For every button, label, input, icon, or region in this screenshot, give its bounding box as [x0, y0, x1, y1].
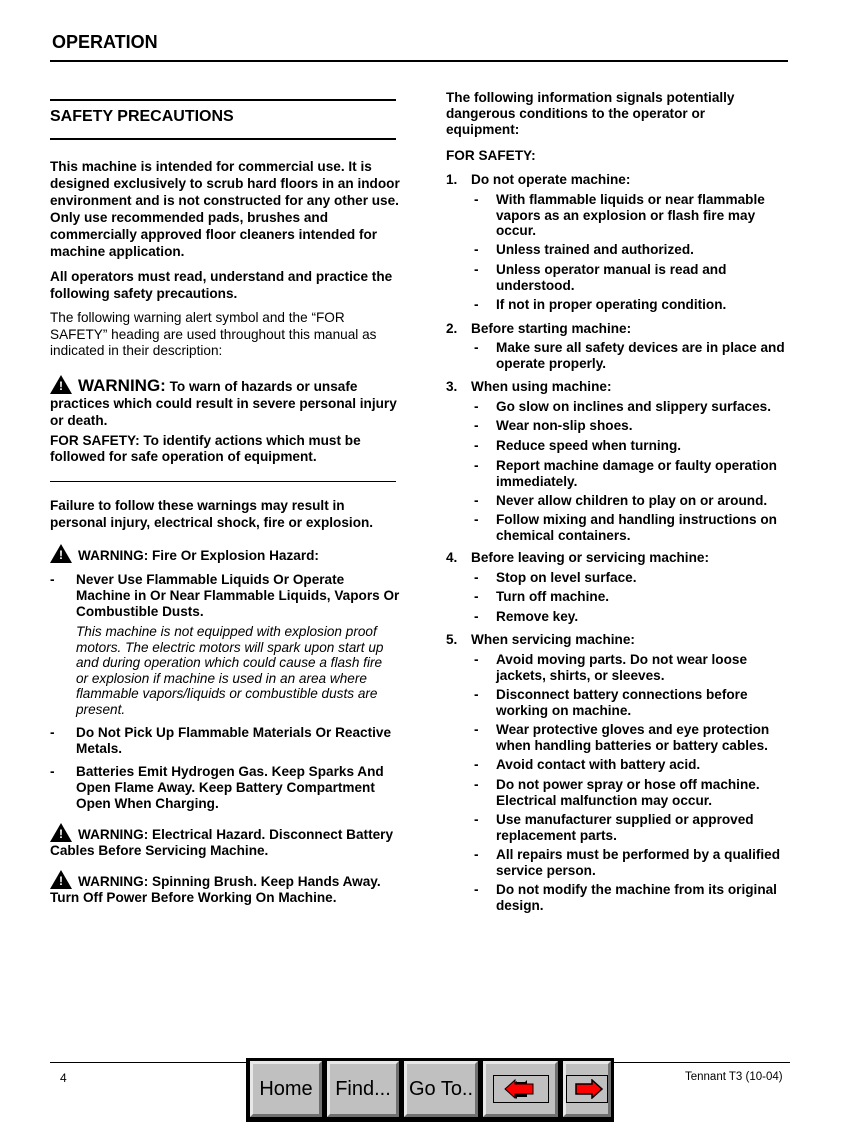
list-item: Reduce speed when turning. — [496, 438, 682, 453]
list-item: Wear non-slip shoes. — [496, 418, 633, 433]
dash-bullet: - — [474, 242, 479, 257]
arrow-right-icon — [570, 1079, 604, 1099]
list-item: Avoid moving parts. Do not wear loose jackets, shirts, or sleeves. — [496, 652, 748, 683]
warning-triangle-icon — [50, 544, 72, 563]
list-item: Turn off machine. — [496, 589, 610, 604]
failure-text: Failure to follow these warnings may result in personal injury, electrical shock, fire or explosion. — [50, 498, 374, 530]
list-item: Unless operator manual is read and understood. — [496, 262, 727, 293]
list-item-text: Do Not Pick Up Flammable Materials Or Reactive Metals. — [76, 725, 392, 756]
warning-triangle-icon — [50, 870, 72, 889]
section-header: OPERATION — [52, 32, 158, 52]
section-number: 2. — [446, 321, 458, 336]
dash-bullet: - — [474, 418, 479, 433]
list-item: Do not modify the machine from its original design. — [496, 882, 777, 913]
dash-bullet: - — [474, 297, 479, 312]
list-item: Follow mixing and handling instructions on chemical containers. — [496, 512, 777, 543]
dash-bullet: - — [474, 192, 479, 207]
dash-bullet: - — [474, 512, 479, 527]
dash-bullet: - — [474, 812, 479, 827]
dash-bullet: - — [474, 757, 479, 772]
section-title: When servicing machine: — [471, 632, 635, 647]
section-title: SAFETY PRECAUTIONS — [50, 108, 234, 125]
intro-text: This machine is intended for commercial use. It is designed exclusively to scrub hard floors in an indoor environment and is not constructed for any other use. Only use recommended pads, brushes and commercially approved floor cleaners intended for machine application. — [50, 159, 400, 259]
dash-bullet: - — [474, 847, 479, 862]
dash-bullet: - — [474, 493, 479, 508]
dash-bullet: - — [474, 570, 479, 585]
list-item: - Never Use Flammable Liquids Or Operate Machine in Or Near Flammable Liquids, Vapors Or Combustible Dusts. — [50, 572, 400, 619]
list-item: Go slow on inclines and slippery surfaces. — [496, 399, 771, 414]
next-page-button[interactable] — [563, 1061, 611, 1117]
list-item: If not in proper operating condition. — [496, 297, 727, 312]
header-rule — [50, 60, 788, 62]
list-item: With flammable liquids or near flammable vapors as an explosion or flash fire may occur. — [496, 192, 765, 239]
section-number: 3. — [446, 379, 458, 394]
warning-fire-text: WARNING: Fire Or Explosion Hazard: — [78, 548, 319, 563]
operators-text: All operators must read, understand and practice the following safety precautions. — [50, 269, 393, 301]
list-item: All repairs must be performed by a qualified service person. — [496, 847, 781, 878]
list-item: Do not power spray or hose off machine. Electrical malfunction may occur. — [496, 777, 760, 808]
list-item: Use manufacturer supplied or approved replacement parts. — [496, 812, 754, 843]
section-title: When using machine: — [471, 379, 612, 394]
list-item: Report machine damage or faulty operation immediately. — [496, 458, 777, 489]
warning-brush — [50, 870, 400, 906]
warning-triangle-icon — [50, 375, 72, 394]
dash-bullet: - — [474, 340, 479, 355]
dash-bullet: - — [474, 609, 479, 624]
document-id: Tennant T3 (10-04) — [685, 1071, 783, 1083]
list-item: - Batteries Emit Hydrogen Gas. Keep Sparks And Open Flame Away. Keep Battery Compartment Open When Charging. — [50, 764, 384, 811]
warning-electrical — [50, 823, 400, 859]
list-item: Avoid contact with battery acid. — [496, 757, 701, 772]
warning-electrical-text: WARNING: Electrical Hazard. Disconnect Battery Cables Before Servicing Machine. — [50, 827, 394, 858]
fire-note: This machine is not equipped with explosion proof motors. The electric motors will spark upon start up and during operation which could cause a flash fire or explosion if machine is used in an area where flammable vapors/liquids or combustible dusts are present. — [76, 624, 384, 717]
dash-bullet: - — [474, 882, 479, 897]
title-rule-top — [50, 99, 396, 101]
dash-bullet: - — [474, 777, 479, 792]
right-intro: The following information signals potentially dangerous conditions to the operator or equipment: — [446, 90, 735, 137]
list-item: Remove key. — [496, 609, 579, 624]
warning-label: WARNING: — [78, 376, 166, 395]
warning-definition — [50, 375, 400, 429]
list-item: - Do Not Pick Up Flammable Materials Or Reactive Metals. — [50, 725, 392, 756]
list-item: Unless trained and authorized. — [496, 242, 694, 257]
list-item: Make sure all safety devices are in place and operate properly. — [496, 340, 785, 371]
divider-rule — [50, 481, 396, 482]
title-rule-bottom — [50, 138, 396, 140]
list-item: Disconnect battery connections before working on machine. — [496, 687, 748, 718]
warning-brush-text: WARNING: Spinning Brush. Keep Hands Away. Turn Off Power Before Working On Machine. — [50, 874, 381, 905]
find-button[interactable]: Find... — [327, 1061, 399, 1117]
list-item: Stop on level surface. — [496, 570, 637, 585]
list-item-text: Batteries Emit Hydrogen Gas. Keep Sparks And Open Flame Away. Keep Battery Compartment Open When Charging. — [76, 764, 384, 811]
symbol-note: The following warning alert symbol and the “FOR SAFETY” heading are used throughout this manual as indicated in their description: — [50, 310, 377, 359]
dash-bullet: - — [474, 262, 479, 277]
for-safety-heading: FOR SAFETY: — [446, 148, 536, 163]
warning-fire — [50, 544, 400, 564]
navigation-bar — [246, 1058, 614, 1122]
arrow-left-icon — [503, 1079, 539, 1099]
list-item: Never allow children to play on or around. — [496, 493, 768, 508]
list-item-text: Never Use Flammable Liquids Or Operate Machine in Or Near Flammable Liquids, Vapors Or Combustible Dusts. — [76, 572, 400, 619]
dash-bullet: - — [474, 687, 479, 702]
warning-definition-text: To warn of hazards or unsafe practices which could result in severe personal injury or death. — [50, 379, 397, 428]
home-button[interactable]: Home — [250, 1061, 322, 1117]
warning-triangle-icon — [50, 823, 72, 842]
dash-bullet: - — [474, 589, 479, 604]
previous-page-button[interactable] — [483, 1061, 558, 1117]
section-number: 4. — [446, 550, 458, 565]
page-number: 4 — [60, 1071, 67, 1085]
section-number: 5. — [446, 632, 458, 647]
section-title: Before starting machine: — [471, 321, 632, 336]
section-title: Do not operate machine: — [471, 172, 631, 187]
dash-bullet: - — [474, 458, 479, 473]
section-number: 1. — [446, 172, 458, 187]
list-item: Wear protective gloves and eye protection when handling batteries or battery cables. — [496, 722, 770, 753]
section-title: Before leaving or servicing machine: — [471, 550, 709, 565]
dash-bullet: - — [474, 652, 479, 667]
dash-bullet: - — [474, 399, 479, 414]
goto-button[interactable]: Go To.. — [404, 1061, 478, 1117]
for-safety-definition: FOR SAFETY: To identify actions which must be followed for safe operation of equipment. — [50, 433, 361, 464]
dash-bullet: - — [474, 438, 479, 453]
dash-bullet: - — [474, 722, 479, 737]
